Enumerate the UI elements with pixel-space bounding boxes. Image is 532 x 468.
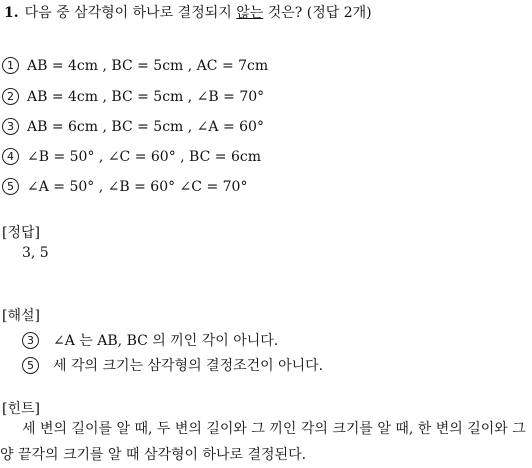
option-4 (2, 148, 261, 165)
answer-value: 3, 5 (22, 245, 49, 261)
explanation-text: ∠A 는 AB, BC 의 끼인 각이 아니다. (53, 333, 279, 349)
option-text: AB = 6cm , BC = 5cm , ∠A = 60° (27, 119, 264, 135)
option-2 (2, 88, 264, 105)
question-underlined: 않는 (236, 5, 264, 21)
question (4, 2, 372, 22)
explanation-item-5 (22, 355, 323, 375)
hint-text: 세 변의 길이를 알 때, 두 변의 길이와 그 끼인 각의 크기를 알 때, 한 변의 길이와 그 양 끝각의 크기를 알 때 삼각형이 하나로 결정된다. (0, 421, 526, 463)
option-text: AB = 4cm , BC = 5cm , ∠B = 70° (27, 89, 265, 105)
circle-number-icon: 4 (2, 148, 19, 165)
circle-number-icon: 3 (2, 118, 19, 135)
hint-heading: [힌트] (2, 401, 40, 417)
circle-number-icon: 1 (2, 57, 19, 74)
option-1 (2, 57, 268, 74)
circle-number-icon: 5 (22, 357, 39, 374)
option-text: AB = 4cm , BC = 5cm , AC = 7cm (27, 58, 269, 74)
explanation-heading: [해설] (2, 308, 40, 324)
question-number: 1. (4, 5, 19, 21)
circle-number-icon: 5 (2, 178, 19, 195)
question-suffix: 것은? (정답 2개) (263, 5, 372, 21)
option-text: ∠A = 50° , ∠B = 60° ∠C = 70° (27, 179, 248, 195)
answer-heading: [정답] (2, 225, 40, 241)
option-3 (2, 118, 264, 135)
explanation-text: 세 각의 크기는 삼각형의 결정조건이 아니다. (53, 358, 324, 374)
circle-number-icon: 2 (2, 88, 19, 105)
circle-number-icon: 3 (22, 332, 39, 349)
question-text: 다음 중 삼각형이 하나로 결정되지 (24, 5, 237, 21)
explanation-item-3 (22, 330, 278, 350)
option-5 (2, 178, 247, 195)
option-text: ∠B = 50° , ∠C = 60° , BC = 6cm (27, 149, 261, 165)
